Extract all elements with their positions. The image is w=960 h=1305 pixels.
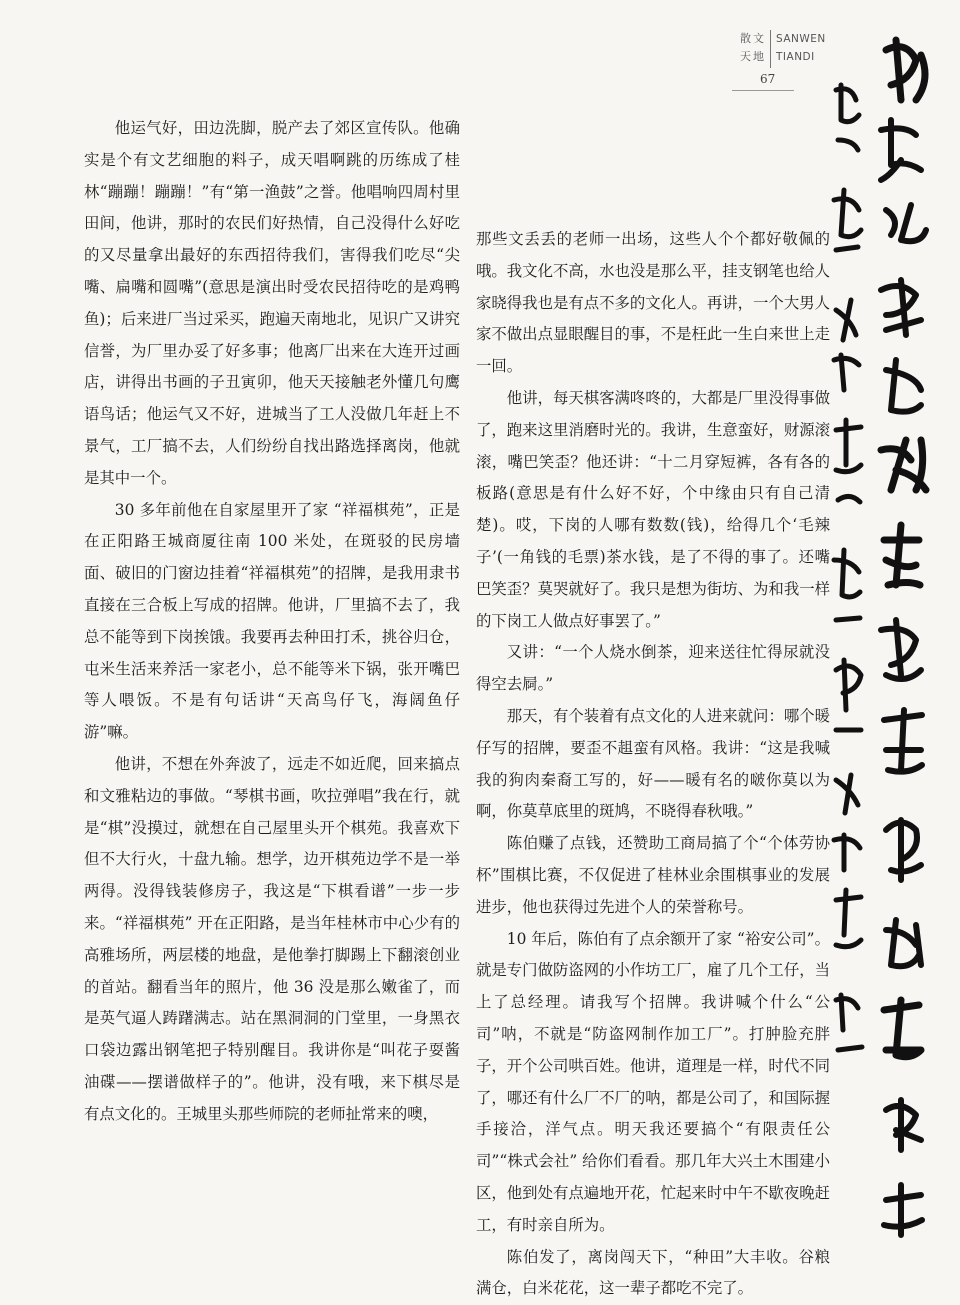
- calligraphy-brush-strokes: [826, 10, 960, 1260]
- paragraph: 又讲：“一个人烧水倒茶，迎来送往忙得尿就没得空去屙。”: [476, 637, 830, 701]
- paragraph: 他运气好，田边洗脚，脱产去了郊区宣传队。他确实是个有文艺细胞的料子，成天唱啊跳的历练成了桂林“蹦蹦！蹦蹦！”有“第一渔鼓”之誉。他唱响四周村里田间，他讲，那时的农民们好热情，自己没得什么好吃的又尽量拿出最好的东西招待我们，害得我们吃尽“尖嘴、扁嘴和圆嘴”(意思是演出时受农民招待吃的是鸡鸭鱼)；后来进厂当过采买，跑遍天南地北，见识广又讲究信誉，为厂里办妥了好多事；他离厂出来在大连开过画店，讲得出书画的子丑寅卯，他天天接触老外懂几句鹰语鸟话；他运气又不好，进城当了工人没做几年赶上不景气，工厂搞不去，人们纷纷自找出路选择离岗，他就是其中一个。: [84, 113, 460, 495]
- section-en-line2: TIANDI: [776, 48, 826, 66]
- paragraph: 那天，有个装着有点文化的人进来就问：哪个暖仔写的招牌，要歪不趄蛮有风格。我讲：“这是我喊我的狗肉秦裔工写的，好——暖有名的啵你莫以为啊，你莫草底里的斑鸠，不晓得春秋哦。”: [476, 701, 830, 828]
- section-name-cn: [732, 30, 766, 66]
- paragraph: 10 年后，陈伯有了点余额开了家 “裕安公司”。就是专门做防盗网的小作坊工厂，雇了几个工仔，当上了总经理。请我写个招牌。我讲喊个什么“公司”呐，不就是“防盗网制作加工厂”。打肿脸充胖子，开个公司哄百姓。他讲，道理是一样，时代不同了，哪还有什么厂不厂的呐，都是公司了，和国际握手接洽，洋气点。明天我还要搞个“有限责任公司”“株式会社” 给你们看看。那几年大兴土木围建小区，他到处有点遍地开花，忙起来时中午不歇夜晚赶工，有时亲自所为。: [476, 924, 830, 1242]
- section-cn-line1: 散文: [732, 30, 766, 48]
- section-en-line1: SANWEN: [776, 30, 826, 48]
- section-name-en: [776, 30, 826, 66]
- section-cn-line2: 天地: [732, 48, 766, 66]
- paragraph: 陈伯发了，离岗闯天下，“种田”大丰收。谷粮满仓，白米花花，这一辈子都吃不完了。: [476, 1242, 830, 1305]
- paragraph: 那些文丢丢的老师一出场，这些人个个都好敬佩的哦。我文化不高，水也没是那么平，挂支钢笔也给人家晓得我也是有点不多的文化人。再讲，一个大男人家不做出点显眼醒目的事，不是枉此一生白来世上走一回。: [476, 224, 830, 383]
- page-number: 67: [760, 72, 775, 86]
- paragraph: 他讲，每天棋客满咚咚的，大都是厂里没得事做了，跑来这里消磨时光的。我讲，生意蛮好，财源滚滚，嘴巴笑歪？他还讲：“十二月穿短裤，各有各的板路(意思是有什么好不好，个中缘由只有自己清楚)。哎，下岗的人哪有数数(钱)，给得几个‘毛辣子’(一角钱的毛票)茶水钱，是了不得的事了。还嘴巴笑歪？莫哭就好了。我只是想为街坊、为和我一样的下岗工人做点好事罢了。”: [476, 383, 830, 637]
- header-divider: [770, 30, 771, 68]
- paragraph: 陈伯赚了点钱，还赞助工商局搞了个“个体劳协杯”围棋比赛，不仅促进了桂林业余围棋事业的发展进步，他也获得过先进个人的荣誉称号。: [476, 828, 830, 923]
- paragraph: 他讲，不想在外奔波了，远走不如近爬，回来搞点和文雅粘边的事做。“琴棋书画，吹拉弹唱”我在行，就是“棋”没摸过，就想在自己屋里头开个棋苑。我喜欢下但不大行火，十盘九输。想学，边开棋苑边学不是一举两得。没得钱装修房子，我这是“下棋看谱”一步一步来。“祥福棋苑” 开在正阳路，是当年桂林市中心少有的高雅场所，两层楼的地盘，是他拳打脚踢上下翻滚创业的首站。翻看当年的照片，他 36 没是那么嫩雀了，而是英气逼人踌躇满志。站在黑洞洞的门堂里，一身黑衣口袋边露出钢笔把子特别醒目。我讲你是“叫花子耍酱油碟——摆谱做样子的”。他讲，没有哦，来下棋尽是有点文化的。王城里头那些师院的老师扯常来的噢，: [84, 749, 460, 1131]
- text-column-right: [476, 224, 830, 1305]
- calligraphy-inscription: [826, 10, 960, 1260]
- paragraph: 30 多年前他在自家屋里开了家 “祥福棋苑”，正是在正阳路王城商厦往南 100 米处，在斑驳的民房墙面、破旧的门窗边挂着“祥福棋苑”的招牌，是我用隶书直接在三合板上写成的招牌。他讲，厂里搞不去了，我总不能等到下岗挨饿。我要再去种田打禾，挑谷归仓，屯米生活来养活一家老小，总不能等米下锅，张开嘴巴等人喂饭。不是有句话讲“天高鸟仔飞，海阔鱼仔游”嘛。: [84, 495, 460, 749]
- text-column-left: [84, 113, 460, 1131]
- header-rule: [732, 90, 794, 91]
